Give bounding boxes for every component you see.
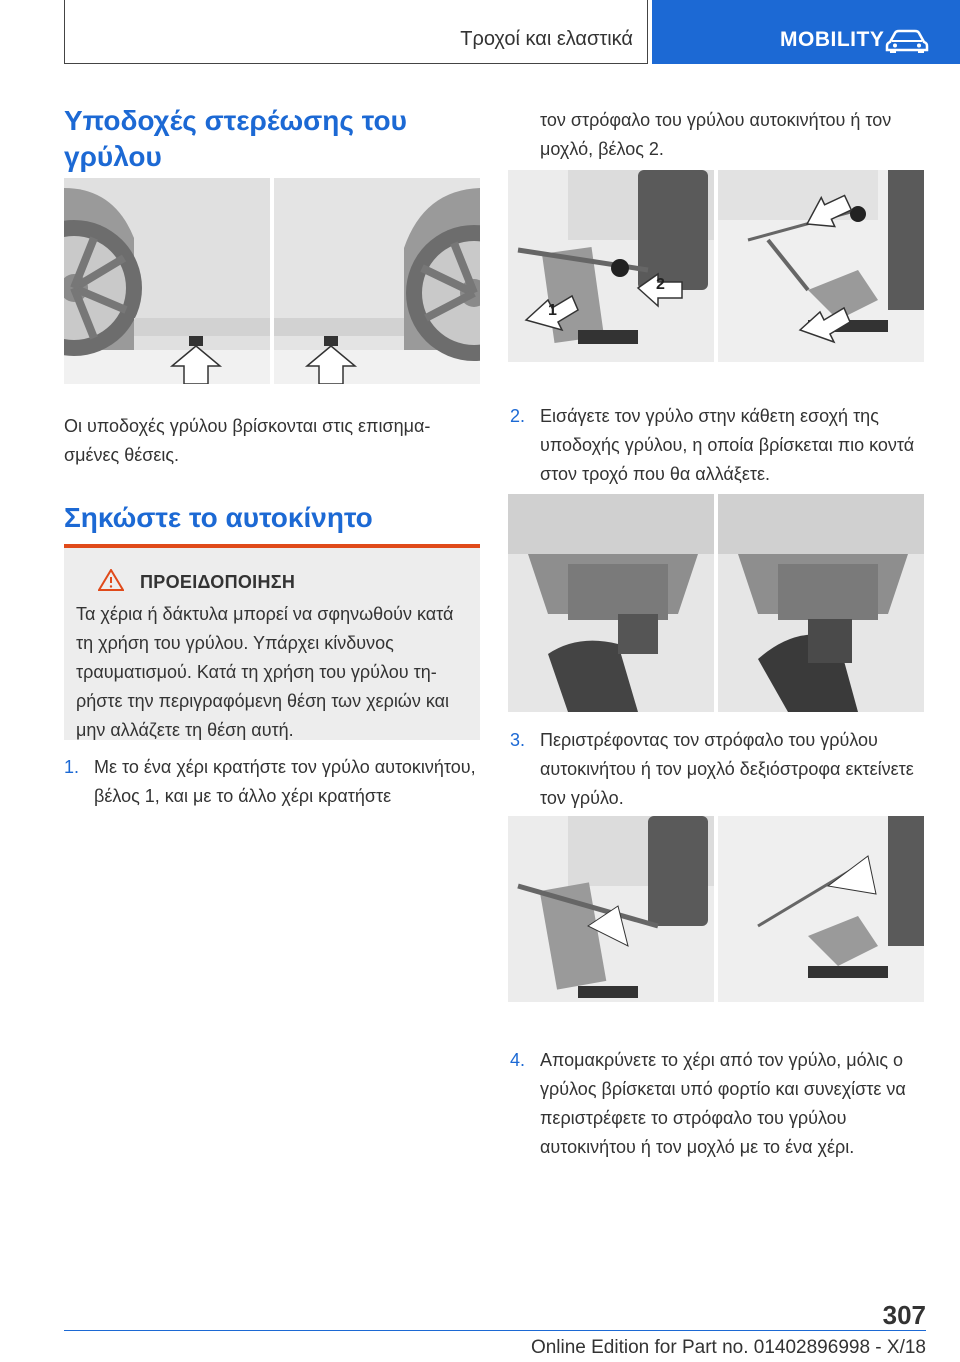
step-text: Απομακρύνετε το χέρι από τον γρύλο, μόλις ο γρύλος βρίσκεται υπό φορτίο και συνεχίστε να περιστρέφετε το στρόφαλο του γρύλου αυτοκινήτου ή τον μοχλό με το ένα χέρι. — [540, 1050, 906, 1157]
step-text: Περιστρέφοντας τον στρόφαλο του γρύλου αυτοκινήτου ή τον μοχλό δεξιόστροφα εκτείνετε τον γρύλο. — [540, 730, 914, 808]
heading-lift-car: Σηκώστε το αυτοκίνητο — [64, 502, 373, 533]
step-number: 3. — [510, 730, 526, 750]
step-1-continued: τον στρόφαλο του γρύλου αυτοκινήτου ή τον μοχλό, βέλος 2. — [540, 110, 892, 159]
chapter-title: MOBILITY — [780, 28, 885, 51]
arrow-label-1: 1 — [548, 302, 557, 319]
figure-jack-cranking — [508, 816, 924, 1002]
page-number: 307 — [882, 1300, 926, 1330]
step-number: 2. — [510, 406, 526, 426]
header-section — [64, 0, 648, 64]
edition-note: Online Edition for Part no. 01402896998 - X/18 — [530, 1337, 926, 1358]
warning-title: ΠΡΟΕΙΔΟΠΟΙΗΣΗ — [140, 572, 296, 592]
warning-icon — [98, 569, 124, 591]
arrow-label-2: 2 — [656, 276, 665, 293]
figure-jack-crank — [508, 170, 924, 362]
car-icon — [884, 28, 930, 54]
warning-box — [64, 544, 480, 740]
warning-text: Τα χέρια ή δάκτυλα μπορεί να σφηνωθούν κατά τη χρήση του γρύλου. Υπάρχει κίνδυνος τραυματισμού. Κατά τη χρήση του γρύλου τηρήστε την περιγραφόμενη θέση των χεριών και μην αλλάζετε τη θέση αυτή. — [76, 604, 454, 740]
step-number: 1. — [64, 757, 80, 777]
figure-jack-points — [64, 178, 480, 384]
footer-divider — [64, 1330, 926, 1331]
step-text: Εισάγετε τον γρύλο στην κάθετη εσοχή της υποδοχής γρύλου, η οποία βρίσκεται πιο κοντά στον τροχό που θα αλλάξετε. — [540, 406, 915, 484]
step-number: 4. — [510, 1050, 526, 1070]
heading-jack-points: Υποδοχές στερέωσης του γρύλου — [64, 105, 407, 172]
caption-jack-points: Οι υποδοχές γρύλου βρίσκονται στις επισημασμένες θέσεις. — [64, 416, 431, 465]
step-text: Με το ένα χέρι κρατήστε τον γρύλο αυτοκινήτου, βέλος 1, και με το άλλο χέρι κρατήστε — [94, 757, 476, 806]
header-chapter — [652, 0, 960, 64]
section-title: Τροχοί και ελαστικά — [460, 28, 633, 50]
figure-jack-socket — [508, 494, 924, 712]
